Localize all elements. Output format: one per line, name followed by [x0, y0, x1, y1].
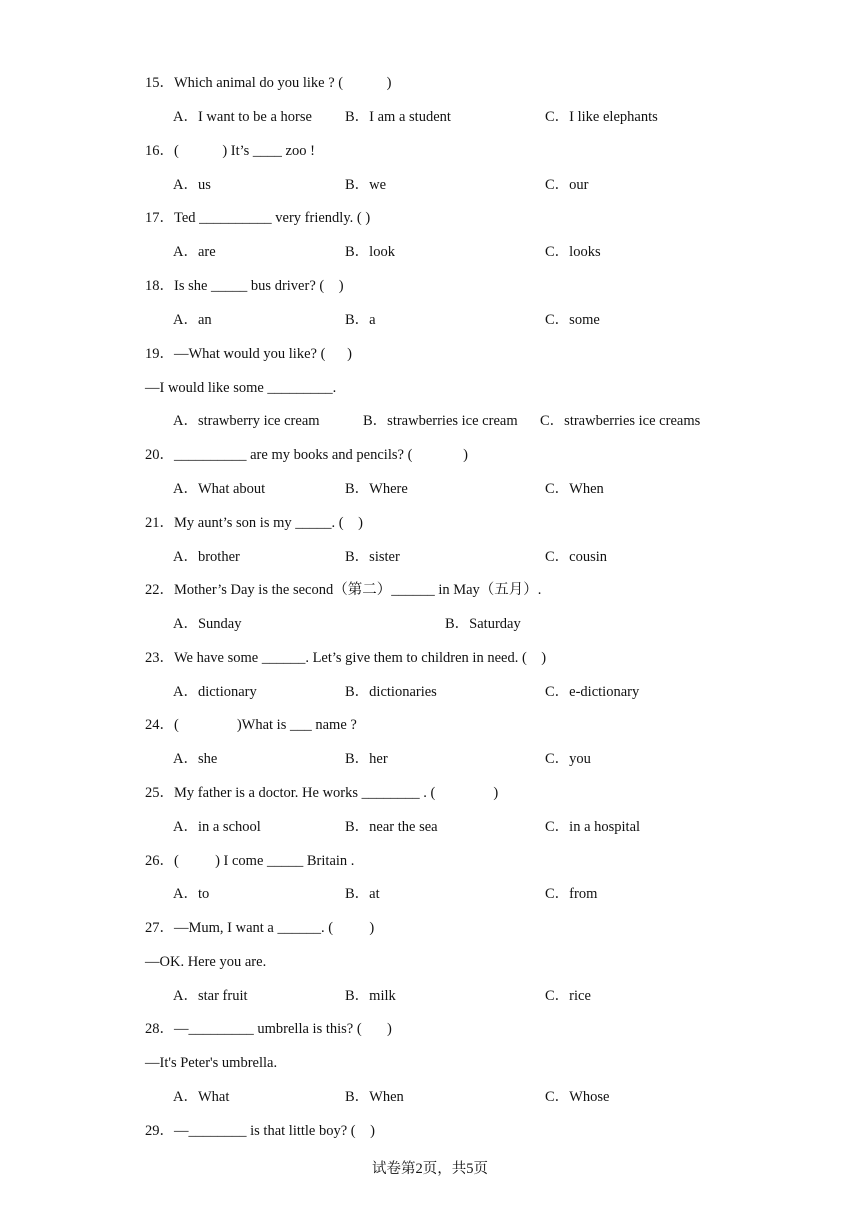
question-20-option-a: A．What about	[173, 481, 266, 497]
question-25-stem: 25．My father is a doctor. He works ________ . ( )	[145, 785, 499, 801]
question-21-stem: 21．My aunt’s son is my _____. ( )	[145, 515, 363, 531]
question-16-option-c: C．our	[545, 177, 589, 193]
question-24-option-b: B．her	[345, 751, 388, 767]
question-21-option-b: B．sister	[345, 549, 400, 565]
question-17-option-c: C．looks	[545, 244, 601, 260]
question-21-option-c: C．cousin	[545, 549, 608, 565]
question-23-option-b: B．dictionaries	[345, 684, 437, 700]
question-25-option-c: C．in a hospital	[545, 819, 641, 835]
question-25-option-a: A．in a school	[173, 819, 261, 835]
question-19-option-c: C．strawberries ice creams	[540, 413, 701, 429]
question-27-response: —OK. Here you are.	[145, 954, 267, 970]
question-26-option-c: C．from	[545, 886, 598, 902]
question-24-stem: 24．( )What is ___ name ?	[145, 717, 357, 733]
question-20-stem: 20．__________ are my books and pencils? ( )	[145, 447, 468, 463]
question-17-stem: 17．Ted __________ very friendly. ( )	[145, 210, 371, 226]
question-18-stem: 18．Is she _____ bus driver? ( )	[145, 278, 344, 294]
question-18-option-b: B．a	[345, 312, 376, 328]
question-19-response: —I would like some _________.	[145, 380, 337, 396]
question-23-stem: 23．We have some ______. Let’s give them to children in need. ( )	[145, 650, 547, 666]
question-22-option-a: A．Sunday	[173, 616, 242, 632]
question-20-option-b: B．Where	[345, 481, 408, 497]
question-19-option-a: A．strawberry ice cream	[173, 413, 320, 429]
question-28-response: —It's Peter's umbrella.	[145, 1055, 278, 1071]
question-26-stem: 26．( ) I come _____ Britain .	[145, 853, 355, 869]
question-28-option-c: C．Whose	[545, 1089, 610, 1105]
question-27-option-a: A．star fruit	[173, 988, 248, 1004]
question-17-option-a: A．are	[173, 244, 216, 260]
question-15-option-b: B．I am a student	[345, 109, 451, 125]
question-15-stem: 15．Which animal do you like ? ( )	[145, 75, 392, 91]
question-28-option-b: B．When	[345, 1089, 404, 1105]
page-footer: 试卷第2页，共5页	[372, 1161, 488, 1177]
question-23-option-c: C．e-dictionary	[545, 684, 640, 700]
question-19-stem: 19．—What would you like? ( )	[145, 346, 352, 362]
question-26-option-a: A．to	[173, 886, 210, 902]
question-25-option-b: B．near the sea	[345, 819, 438, 835]
question-27-option-b: B．milk	[345, 988, 396, 1004]
question-27-option-c: C．rice	[545, 988, 591, 1004]
question-24-option-a: A．she	[173, 751, 218, 767]
question-18-option-a: A．an	[173, 312, 212, 328]
question-15-option-c: C．I like elephants	[545, 109, 658, 125]
question-15-option-a: A．I want to be a horse	[173, 109, 312, 125]
question-21-option-a: A．brother	[173, 549, 240, 565]
question-24-option-c: C．you	[545, 751, 591, 767]
question-19-option-b: B．strawberries ice cream	[363, 413, 518, 429]
question-26-option-b: B．at	[345, 886, 380, 902]
question-23-option-a: A．dictionary	[173, 684, 257, 700]
question-18-option-c: C．some	[545, 312, 600, 328]
question-22-stem: 22．Mother’s Day is the second（第二）______ in May（五月）.	[145, 582, 542, 598]
question-16-option-a: A．us	[173, 177, 211, 193]
question-29-stem: 29．—________ is that little boy? ( )	[145, 1123, 375, 1139]
question-16-stem: 16．( ) It’s ____ zoo !	[145, 143, 315, 159]
question-22-option-b: B．Saturday	[445, 616, 521, 632]
question-17-option-b: B．look	[345, 244, 395, 260]
question-27-stem: 27．—Mum, I want a ______. ( )	[145, 920, 375, 936]
question-28-stem: 28．—_________ umbrella is this? ( )	[145, 1021, 392, 1037]
question-20-option-c: C．When	[545, 481, 604, 497]
question-16-option-b: B．we	[345, 177, 387, 193]
question-28-option-a: A．What	[173, 1089, 230, 1105]
